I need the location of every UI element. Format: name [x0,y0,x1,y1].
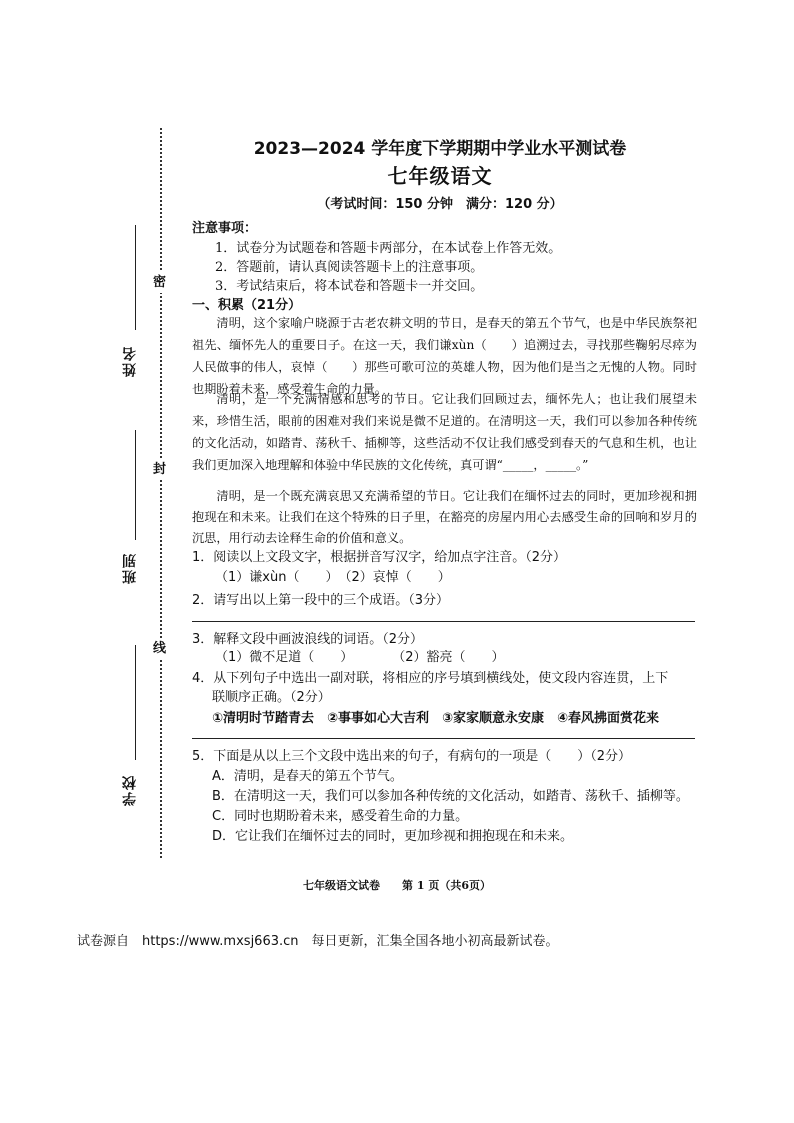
question-3-blanks: （1）微不足道（ ） （2）豁亮（ ） [215,650,505,665]
seal-char-xian: 线 [153,638,166,659]
class-label: 班别 [122,552,138,584]
question-5-option-d: D．它让我们在缅怀过去的同时，更加珍视和拥抱现在和未来。 [212,829,574,844]
question-5-option-b: B．在清明这一天，我们可以参加各种传统的文化活动，如踏青、荡秋千、插柳等。 [212,789,689,804]
class-blank-rule [135,430,136,540]
seal-char-mi: 密 [153,272,166,293]
seal-char-feng: 封 [153,459,166,480]
school-label: 学校 [122,774,138,806]
question-5-option-a: A．清明，是春天的第五个节气。 [212,769,403,784]
question-1: 1．阅读以上文段文字，根据拼音写汉字，给加点字注音。（2分） [192,550,567,565]
name-blank-rule [135,225,136,330]
notes-heading: 注意事项： [192,221,258,236]
answer-line[interactable] [192,621,695,622]
name-label: 姓名 [122,345,138,377]
question-5-option-c: C．同时也期盼着未来，感受着生命的力量。 [212,809,469,824]
passage-paragraph-3: 清明，是一个既充满哀思又充满希望的节日。它让我们在缅怀过去的同时，更加珍视和拥抱现在和未来。让我们在这个特殊的日子里，在豁亮的房屋内用心去感受生命的回响和岁月的沉思，用行动去诠释生命的价值和意义。 [192,489,697,545]
note-item: 2．答题前，请认真阅读答题卡上的注意事项。 [215,260,484,275]
page-footer: 七年级语文试卷 第 1 页（共6页） [303,879,491,892]
seal-dotted-line [160,128,162,858]
question-1-blanks: （1）谦xùn（ ） （2）哀悼（ ） [215,570,451,585]
note-item: 3．考试结束后，将本试卷和答题卡一并交回。 [215,279,484,294]
note-item: 1．试卷分为试题卷和答题卡两部分，在本试卷上作答无效。 [215,241,562,256]
question-4-options: ①清明时节踏青去 ②事事如心大吉利 ③家家顺意永安康 ④春风拂面赏花来 [212,711,660,726]
question-3: 3．解释文段中画波浪线的词语。（2分） [192,632,424,647]
section-heading: 一、积累（21分） [192,298,302,313]
exam-subtitle: 七年级语文 [387,164,493,188]
question-4-line1: 4．从下列句子中选出一副对联，将相应的序号填到横线处，使文段内容连贯，上下 [192,671,669,686]
question-4-line2: 联顺序正确。（2分） [212,690,331,705]
answer-line[interactable] [192,738,695,739]
passage-paragraph-1: 清明，这个家喻户晓源于古老农耕文明的节日，是春天的第五个节气，也是中华民族祭祀祖先、缅怀先人的重要日子。在这一天，我们谦xùn（ ）追溯过去，寻找那些鞠躬尽瘁为人民做事的伟人，哀悼（ ）那些可歌可泣的英雄人物，因为他们是当之无愧的人物。同时也期盼着未来，感受着生命的力量。 [192,316,697,396]
source-note: 试卷源自 https://www.mxsj663.cn 每日更新，汇集全国各地小初高最新试卷。 [77,934,559,949]
school-blank-rule [135,645,136,760]
question-2: 2．请写出以上第一段中的三个成语。（3分） [192,593,450,608]
exam-title: 2023—2024 学年度下学期期中学业水平测试卷 [253,139,627,159]
exam-info: （考试时间：150 分钟 满分：120 分） [317,197,563,212]
passage-paragraph-2: 清明，是一个充满情感和思考的节日。它让我们回顾过去，缅怀先人；也让我们展望未来，珍惜生活，眼前的困难对我们来说是微不足道的。在清明这一天，我们可以参加各种传统的文化活动，如踏青、荡秋千、插柳等，这些活动不仅让我们感受到春天的气息和生机，也让我们更加深入地理解和体验中华民族的文化传统，真可谓“_____，_____。” [192,392,697,472]
question-5: 5．下面是从以上三个文段中选出来的句子，有病句的一项是（ ）（2分） [192,749,632,764]
